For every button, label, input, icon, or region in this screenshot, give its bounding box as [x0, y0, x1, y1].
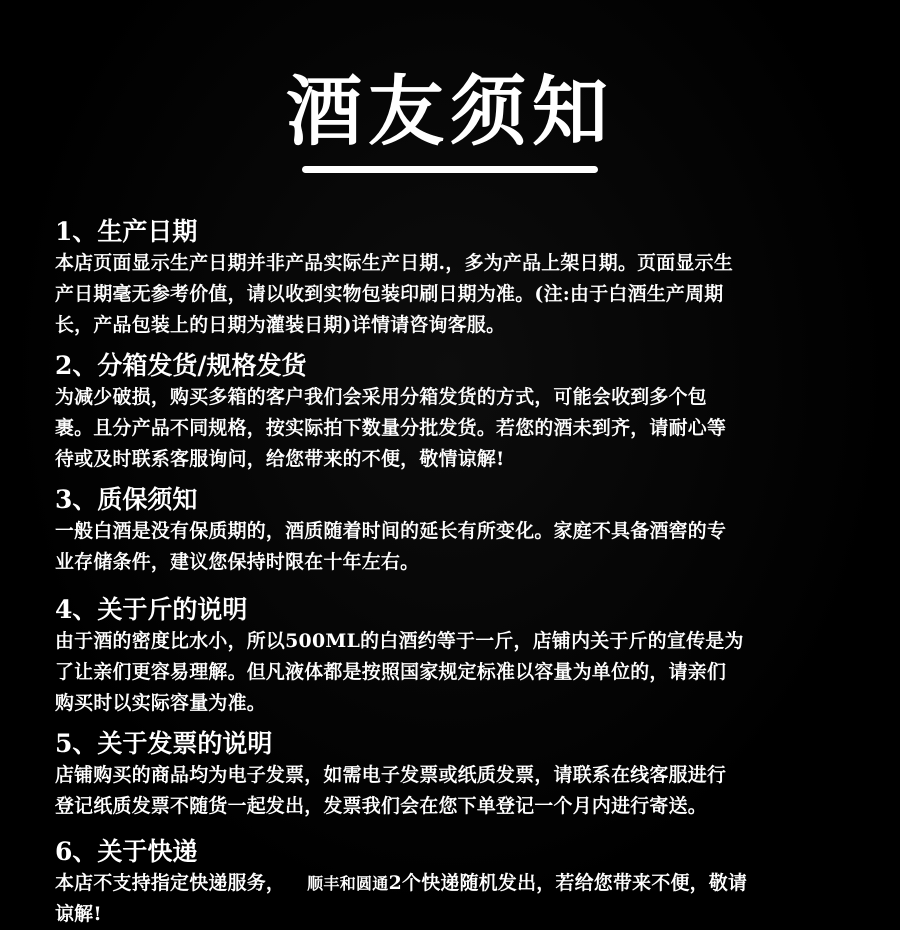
section-split-shipping	[55, 350, 855, 475]
body-line: 本店页面显示生产日期并非产品实际生产日期.，多为产品上架日期。页面显示生	[55, 252, 733, 274]
body-line: 由于酒的密度比水小，所以500ML的白酒约等于一斤，店铺内关于斤的宣传是为	[55, 630, 744, 652]
courier-text-part1: 本店不支持指定快递服务，	[55, 872, 286, 894]
body-line: 业存储条件，建议您保持时限在十年左右。	[55, 551, 420, 573]
body-line: 裹。且分产品不同规格，按实际拍下数量分批发货。若您的酒未到齐，请耐心等	[55, 417, 727, 439]
body-line: 一般白酒是没有保质期的，酒质随着时间的延长有所变化。家庭不具备酒窖的专	[55, 520, 727, 542]
body-line: 为减少破损，购买多箱的客户我们会采用分箱发货的方式，可能会收到多个包	[55, 386, 707, 408]
section-body	[55, 626, 855, 719]
section-body	[55, 248, 855, 341]
section-body	[55, 382, 855, 475]
page-title: 酒友须知	[286, 67, 614, 156]
section-jin-explanation	[55, 594, 855, 719]
section-heading: 1、生产日期	[55, 217, 198, 246]
body-line: 登记纸质发票不随货一起发出，发票我们会在您下单登记一个月内进行寄送。	[55, 795, 707, 817]
body-line: 店铺购买的商品均为电子发票，如需电子发票或纸质发票，请联系在线客服进行	[55, 764, 727, 786]
section-production-date	[55, 216, 855, 341]
section-courier	[55, 836, 855, 930]
body-line: 产日期毫无参考价值，请以收到实物包装印刷日期为准。(注:由于白酒生产周期	[55, 283, 724, 305]
section-shelf-life	[55, 484, 855, 578]
body-line: 了让亲们更容易理解。但凡液体都是按照国家规定标准以容量为单位的，请亲们	[55, 661, 727, 683]
body-line: 谅解!	[55, 903, 102, 925]
section-heading: 6、关于快递	[55, 837, 198, 866]
courier-text-part3: 2个快递随机发出，若给您带来不便，敬请	[388, 872, 748, 894]
section-heading: 4、关于斤的说明	[55, 595, 248, 624]
title-underline	[302, 166, 598, 173]
section-heading: 5、关于发票的说明	[55, 729, 273, 758]
courier-names: 顺丰和圆通	[307, 874, 389, 893]
section-body	[55, 516, 855, 578]
body-line: 待或及时联系客服询问，给您带来的不便，敬情谅解!	[55, 448, 505, 470]
section-heading: 2、分箱发货/规格发货	[55, 351, 307, 380]
body-line: 长，产品包装上的日期为灌装日期)详情请咨询客服。	[55, 314, 506, 336]
section-body	[55, 760, 855, 822]
section-invoice	[55, 728, 855, 822]
section-heading: 3、质保须知	[55, 485, 198, 514]
section-body	[55, 868, 855, 930]
body-line: 购买时以实际容量为准。	[55, 692, 266, 714]
body-line	[55, 868, 855, 899]
